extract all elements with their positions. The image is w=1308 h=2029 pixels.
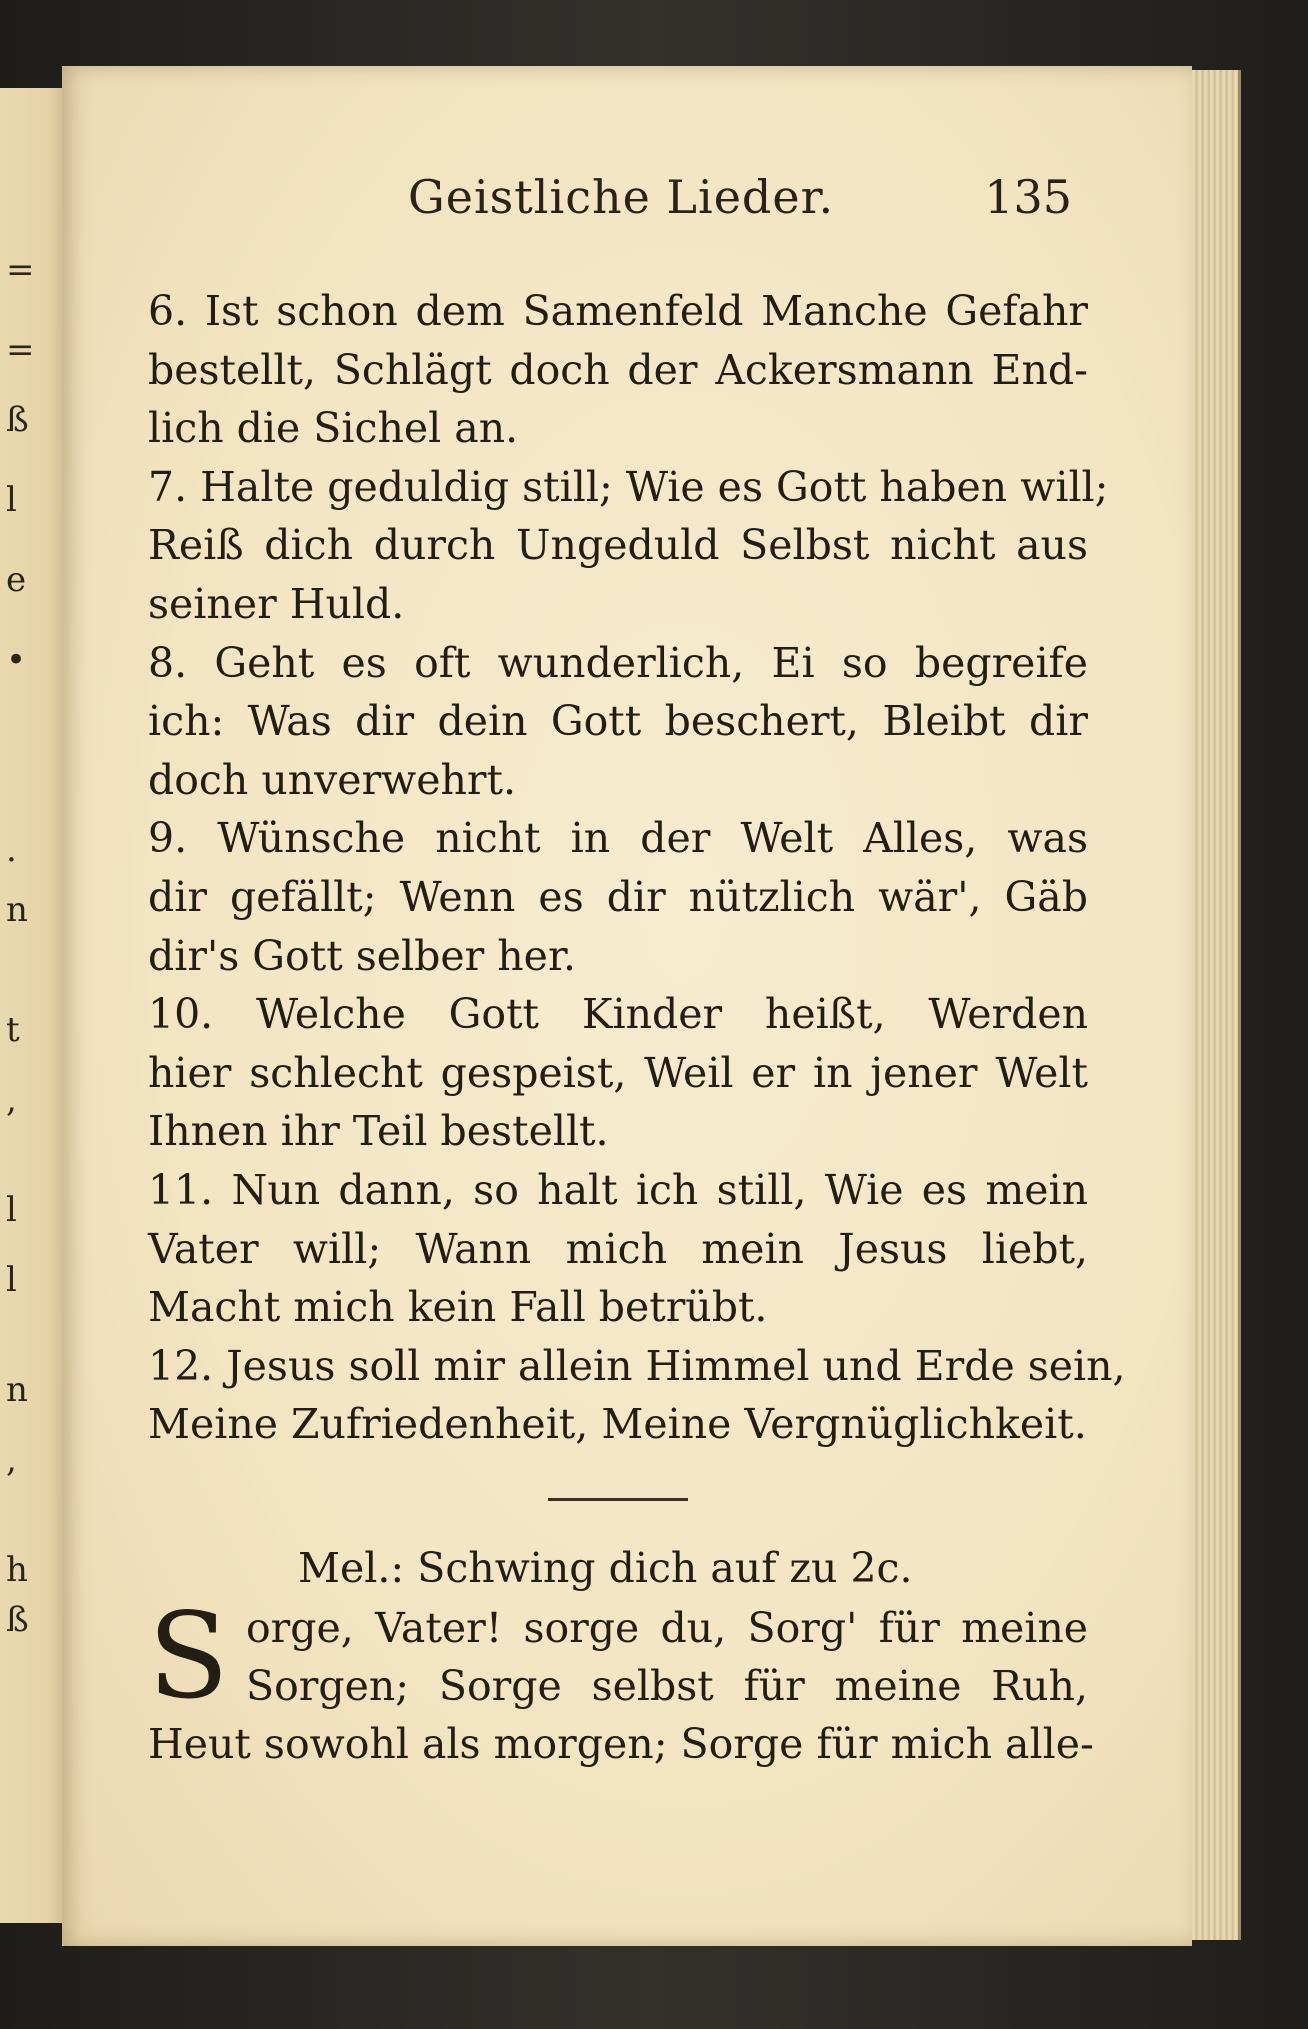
left-page-glyph: ß [6,400,29,440]
hymn-line: orge, Vater! sorge du, Sorg' für meine [246,1603,1088,1652]
verse-line: doch unverwehrt. [148,755,517,804]
hymn-start [148,1586,1094,1773]
left-page-glyph: • [6,640,27,680]
left-page-glyph: e [6,560,27,600]
verse-line: 12. Jesus soll mir allein Himmel und Erde sein, [148,1341,1126,1390]
verse-line: 9. Wünsche nicht in der Welt Alles, was [148,814,1088,863]
left-page-glyph: . [6,830,17,870]
verse-10 [148,985,1088,1161]
verse-list [148,282,1126,1454]
verse-line: dir gefällt; Wenn es dir nützlich wär', Gäb [148,872,1088,921]
melody-note: Mel.: Schwing dich auf zu 2c. [298,1543,913,1592]
verse-9 [148,809,1088,985]
left-page-glyph: t [6,1010,20,1050]
left-page-glyph: n [6,1370,28,1410]
verse-8 [148,634,1088,810]
verse-line: bestellt, Schlägt doch der Ackersmann End- [148,345,1088,394]
section-divider [548,1498,688,1501]
verse-line: Vater will; Wann mich mein Jesus liebt, [148,1224,1088,1273]
verse-11 [148,1161,1088,1337]
hymn-lines [148,1586,1094,1773]
hymn-line: Sorgen; Sorge selbst für meine Ruh, [246,1661,1088,1710]
page-number: 135 [984,170,1072,224]
left-page-glyph: = [6,250,35,290]
left-page-glyph: h [6,1550,28,1590]
verse-line: ich: Was dir dein Gott beschert, Bleibt dir [148,697,1088,746]
page-title: Geistliche Lieder. [408,170,835,224]
verse-line: 6. Ist schon dem Samenfeld Manche Gefahr [148,287,1088,335]
left-page-glyph: ß [6,1600,29,1640]
verse-line: hier schlecht gespeist, Weil er in jener Welt [148,1048,1088,1097]
verse-line: Meine Zufriedenheit, Meine Vergnüglichkeit. [148,1400,1087,1449]
verse-line: 7. Halte geduldig still; Wie es Gott haben will; [148,462,1109,511]
verse-line: Reiß dich durch Ungeduld Selbst nicht aus [148,521,1088,570]
left-page-glyph: n [6,890,28,930]
verse-line: 10. Welche Gott Kinder heißt, Werden [148,990,1088,1039]
left-page-glyph: , [6,1080,17,1120]
verse-line: seiner Huld. [148,579,405,628]
left-page-glyph: , [6,1440,17,1480]
verse-line: Macht mich kein Fall betrübt. [148,1283,768,1332]
verse-7 [148,458,1109,634]
verse-line: Ihnen ihr Teil bestellt. [148,1107,609,1156]
verse-line: dir's Gott selber her. [148,931,577,980]
drop-capital: S [148,1586,229,1725]
hymn-line: Heut sowohl als morgen; Sorge für mich alle- [148,1719,1094,1768]
verse-6 [148,282,1088,458]
left-page-glyph: l [6,1260,17,1300]
left-page-glyph: l [6,480,17,520]
verse-line: 11. Nun dann, so halt ich still, Wie es mein [148,1165,1088,1214]
running-header [408,170,1072,240]
verse-12 [148,1337,1126,1454]
left-page-glyph: = [6,330,35,370]
left-page-edge [0,88,70,1923]
left-page-glyph: l [6,1190,17,1230]
page-body [148,282,1126,1773]
verse-line: lich die Sichel an. [148,404,519,453]
verse-line: 8. Geht es oft wunderlich, Ei so begreife [148,638,1088,687]
